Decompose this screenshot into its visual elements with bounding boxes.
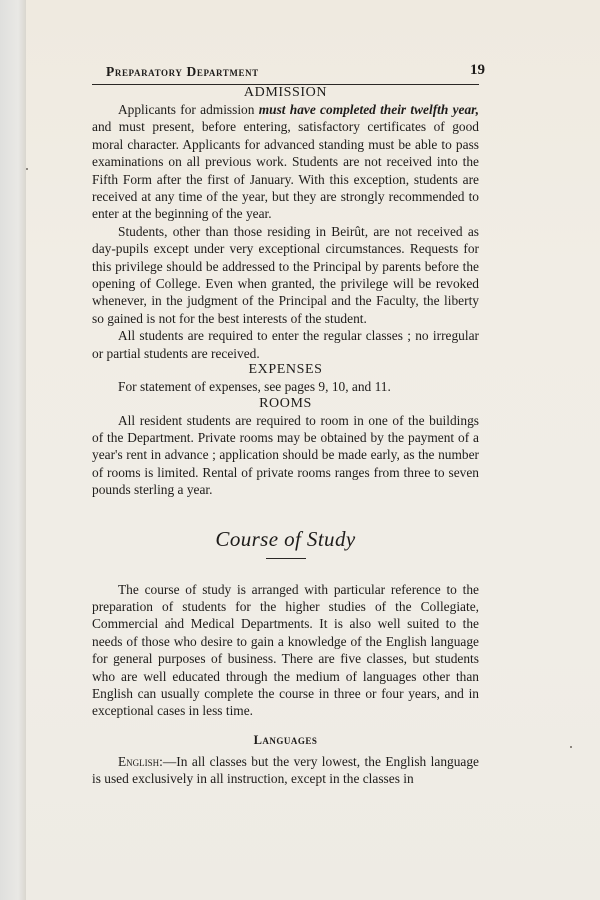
book-gutter: [0, 0, 26, 900]
admission-heading: ADMISSION: [243, 85, 328, 100]
running-title: Preparatory Department: [106, 64, 259, 79]
rooms-heading: ROOMS: [259, 395, 312, 411]
admission-paragraph-3: All students are required to enter the regular classes ; no irregular or partial students are received.: [92, 328, 479, 361]
rooms-paragraph: All resident students are required to room in one of the buildings of the Department. Private rooms may be obtained by the payment of a year's rent in advance ; application should be made early, as the number of rooms is limited. Rental of private rooms ranges from three to seven pounds sterling a year.: [92, 412, 479, 498]
languages-subheading: Languages: [253, 732, 318, 747]
expenses-heading: EXPENSES: [248, 362, 323, 378]
expenses-paragraph: For statement of expenses, see pages 9, 10, and 11.: [118, 379, 391, 395]
title-rule-ornament: [266, 558, 306, 559]
page-number: 19: [470, 62, 485, 78]
paper-speck: [570, 746, 572, 748]
running-header: [92, 62, 485, 85]
page-content: [92, 62, 485, 788]
english-paragraph: [92, 753, 479, 788]
english-label: English:: [118, 753, 163, 769]
age-requirement-emphasis: must have completed their twelfth year,: [258, 102, 479, 117]
admission-text: and must present, before entering, satisfactory certificates of good moral character. Applicants for advanced standing must be able to pass examinations on all previous work. Students are not received into the Fifth Form after the first of January. With this exception, students are received at any time of the year, but they are strongly recommended to enter at the beginning of the year.: [92, 119, 479, 222]
admission-paragraph-2: Students, other than those residing in Beirût, are not received as day-pupils except under very exceptional circumstances. Requests for this privilege should be addressed to the Principal by parents before the opening of College. Even when granted, the privilege will be revoked whenever, in the judgment of the Principal and the Faculty, the liberty so gained is not for the best interests of the student.: [92, 223, 479, 326]
english-text: —In all classes but the very lowest, the English language is used exclusively in all instruction, except in the classes in: [92, 753, 479, 787]
admission-paragraph-1: [92, 101, 479, 223]
course-intro-paragraph: The course of study is arranged with particular reference to the preparation of students for the higher studies of the Collegiate, Commercial and Medical Departments. It is also well suited to the needs of those who desire to gain a knowledge of the English language for general purposes of business. There are five classes, but students who are well educated through the medium of languages other than English can usually complete the course in three or four years, and in exceptional cases in less time.: [92, 581, 479, 719]
course-of-study-title: Course of Study: [215, 526, 356, 551]
admission-text: Applicants for admission: [118, 102, 259, 117]
paper-speck: [26, 168, 28, 170]
